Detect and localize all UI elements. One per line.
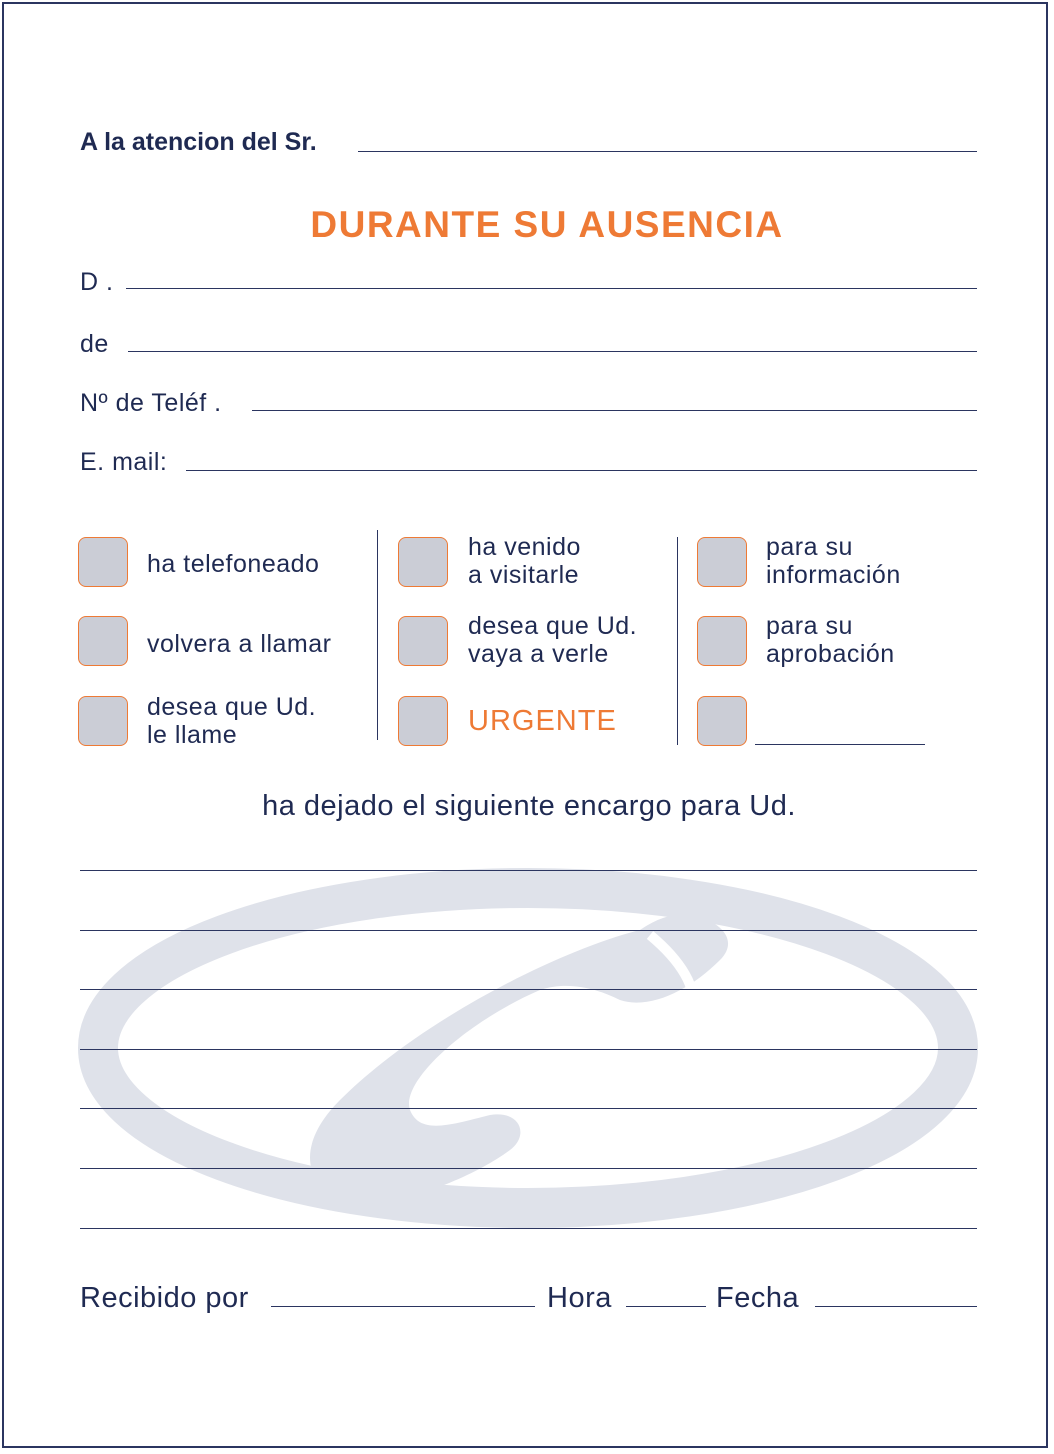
option-para-su-aprobacion bbox=[766, 612, 895, 668]
phone-line[interactable] bbox=[252, 410, 977, 411]
option-line: información bbox=[766, 561, 901, 589]
option-line: para su bbox=[766, 612, 853, 640]
option-line: desea que Ud. bbox=[468, 612, 638, 640]
checkbox-ha-telefoneado[interactable] bbox=[78, 537, 128, 587]
message-intro: ha dejado el siguiente encargo para Ud. bbox=[262, 790, 796, 822]
received-label: Recibido por bbox=[80, 1282, 249, 1314]
checkbox-para-su-informacion[interactable] bbox=[697, 537, 747, 587]
checkbox-urgente[interactable] bbox=[398, 696, 448, 746]
option-volvera-a-llamar: volvera a llamar bbox=[147, 630, 332, 658]
message-line[interactable] bbox=[80, 1228, 977, 1229]
form-title: DURANTE SU AUSENCIA bbox=[310, 204, 784, 245]
checkbox-para-su-aprobacion[interactable] bbox=[697, 616, 747, 666]
checkbox-volvera-a-llamar[interactable] bbox=[78, 616, 128, 666]
option-urgente: URGENTE bbox=[468, 705, 617, 737]
date-label: Fecha bbox=[716, 1282, 800, 1314]
checkbox-desea-que-le-llame[interactable] bbox=[78, 696, 128, 746]
option-ha-venido bbox=[468, 533, 581, 589]
message-line[interactable] bbox=[80, 870, 977, 871]
option-desea-que-le-llame bbox=[147, 693, 316, 749]
option-line: a visitarle bbox=[468, 561, 580, 589]
option-ha-telefoneado: ha telefoneado bbox=[147, 550, 320, 578]
option-line: vaya a verle bbox=[468, 640, 609, 668]
option-line: aprobación bbox=[766, 640, 895, 668]
from-label: D . bbox=[80, 268, 114, 296]
email-label: E. mail: bbox=[80, 448, 168, 476]
column-separator-1 bbox=[377, 530, 378, 740]
message-line[interactable] bbox=[80, 1108, 977, 1109]
time-line[interactable] bbox=[626, 1306, 706, 1307]
date-line[interactable] bbox=[815, 1306, 977, 1307]
attention-line[interactable] bbox=[358, 151, 977, 152]
option-line: le llame bbox=[147, 721, 238, 749]
company-label: de bbox=[80, 330, 109, 358]
time-label: Hora bbox=[547, 1282, 612, 1314]
column-separator-2 bbox=[677, 537, 678, 745]
option-vaya-a-verle bbox=[468, 612, 637, 668]
option-line: desea que Ud. bbox=[147, 693, 317, 721]
message-line[interactable] bbox=[80, 1049, 977, 1050]
message-line[interactable] bbox=[80, 930, 977, 931]
option-para-su-informacion bbox=[766, 533, 901, 589]
message-line[interactable] bbox=[80, 1168, 977, 1169]
phone-label: Nº de Teléf . bbox=[80, 389, 222, 417]
other-option-line[interactable] bbox=[755, 744, 925, 745]
email-line[interactable] bbox=[186, 470, 977, 471]
checkbox-vaya-a-verle[interactable] bbox=[398, 616, 448, 666]
message-line[interactable] bbox=[80, 989, 977, 990]
from-line[interactable] bbox=[126, 288, 977, 289]
attention-label: A la atencion del Sr. bbox=[80, 128, 317, 156]
received-line[interactable] bbox=[271, 1306, 535, 1307]
option-line: ha venido bbox=[468, 533, 581, 561]
checkbox-other[interactable] bbox=[697, 696, 747, 746]
company-line[interactable] bbox=[128, 351, 977, 352]
option-line: para su bbox=[766, 533, 853, 561]
checkbox-ha-venido[interactable] bbox=[398, 537, 448, 587]
